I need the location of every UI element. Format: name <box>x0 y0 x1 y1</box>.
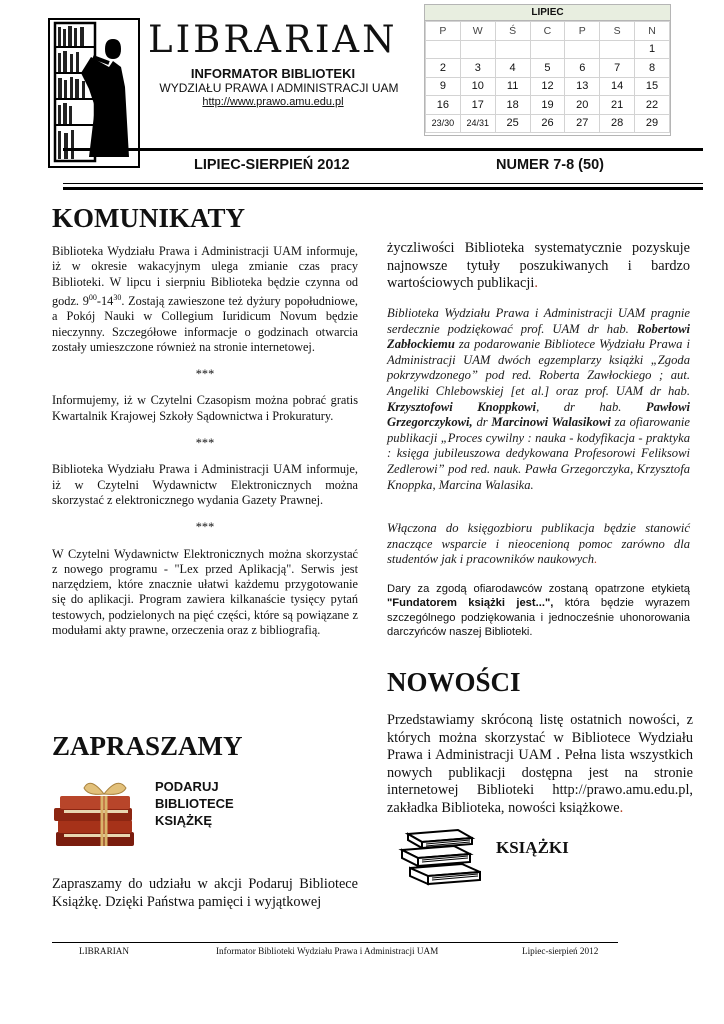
gift-book-label <box>155 778 234 829</box>
calendar-weekday: S <box>600 22 635 41</box>
calendar-day: 5 <box>530 59 565 78</box>
calendar-weekday: Ś <box>495 22 530 41</box>
calendar-day <box>600 40 635 59</box>
calendar-day: 22 <box>635 96 670 115</box>
calendar-day: 28 <box>600 114 635 133</box>
issue-date: LIPIEC-SIERPIEŃ 2012 <box>194 157 350 173</box>
right-column-body <box>387 240 690 293</box>
calendar-day: 29 <box>635 114 670 133</box>
calendar-day: 9 <box>426 77 461 96</box>
calendar-day: 10 <box>460 77 495 96</box>
calendar-day: 21 <box>600 96 635 115</box>
separator-stars: *** <box>195 520 215 535</box>
footer-center: Informator Biblioteki Wydziału Prawa i Administracji UAM <box>216 946 439 956</box>
newsletter-title: LIBRARIAN <box>148 18 398 61</box>
calendar-widget <box>424 4 671 136</box>
bottom-rule-thick <box>63 187 703 190</box>
calendar-day: 8 <box>635 59 670 78</box>
calendar-day <box>530 40 565 59</box>
calendar-grid <box>425 21 670 133</box>
calendar-weekday: N <box>635 22 670 41</box>
calendar-day: 17 <box>460 96 495 115</box>
bottom-rule <box>63 183 703 184</box>
calendar-day: 6 <box>565 59 600 78</box>
separator-stars: *** <box>195 436 215 451</box>
faculty-name: WYDZIAŁU PRAWA I ADMINISTRACJI UAM <box>159 81 399 95</box>
calendar-day: 23/30 <box>426 114 461 133</box>
calendar-month: LIPIEC <box>425 5 670 21</box>
calendar-weekday: P <box>426 22 461 41</box>
komunikaty-heading: KOMUNIKATY <box>52 203 245 233</box>
calendar-weekday: W <box>460 22 495 41</box>
calendar-day <box>565 40 600 59</box>
books-gift-icon <box>52 772 144 854</box>
top-rule <box>63 148 703 151</box>
calendar-day: 4 <box>495 59 530 78</box>
calendar-day: 14 <box>600 77 635 96</box>
gift-label-line: KSIĄŻKĘ <box>155 813 213 828</box>
newsletter-subtitle: INFORMATOR BIBLIOTEKI <box>190 66 356 81</box>
komunikaty-body <box>52 244 358 638</box>
books-stack-icon <box>398 828 486 886</box>
librarian-illustration <box>47 17 141 169</box>
gift-label-line: PODARUJ <box>155 779 219 794</box>
zapraszamy-heading: ZAPRASZAMY <box>52 731 243 761</box>
zapraszamy-text: Zapraszamy do udziału w akcji Podaruj Bibliotece Książkę. Dzięki Państwa pamięci i wyjątkowej <box>52 876 358 910</box>
included-paragraph: Włączona do księgozbioru publikacja będzie stanowić znaczące wsparcie i nieocenioną pomoc zarówno dla studentów jak i pracowników naukowych. <box>387 521 690 567</box>
gift-label-line: BIBLIOTECE <box>155 796 234 811</box>
books-label: KSIĄŻKI <box>496 838 569 857</box>
calendar-day: 7 <box>600 59 635 78</box>
calendar-day <box>495 40 530 59</box>
faculty-url-link[interactable]: http://www.prawo.amu.edu.pl <box>202 96 344 108</box>
gifts-paragraph: Dary za zgodą ofiarodawców zostaną opatrzone etykietą "Fundatorem książki jest...", która będzie wyrazem szczególnego podziękowania i jednocześnie uhonorowania darczyńców naszej Biblioteki. <box>387 583 690 639</box>
separator-stars: *** <box>195 367 215 382</box>
calendar-day: 11 <box>495 77 530 96</box>
calendar-day <box>460 40 495 59</box>
issue-number: NUMER 7-8 (50) <box>496 157 604 173</box>
calendar-day <box>426 40 461 59</box>
calendar-day: 19 <box>530 96 565 115</box>
calendar-day: 20 <box>565 96 600 115</box>
footer-rule <box>52 942 618 943</box>
calendar-day: 15 <box>635 77 670 96</box>
calendar-day: 16 <box>426 96 461 115</box>
thanks-paragraph: Biblioteka Wydziału Prawa i Administracji UAM pragnie serdecznie podziękować prof. UAM dr hab. Robertowi Zabłockiemu za podarowanie Bibliotece Wydziału Prawa i Administracji UAM dwóch egzemplarzy książki „Zgoda pokrzywdzonego” pod red. Roberta Zawłockiego ; aut. Angeliki Chlebowskiej [et al.] oraz prof. UAM dr hab. Krzysztofowi Knoppkowi, dr hab. Pawłowi Grzegorczykowi, dr Marcinowi Walasikowi za ofiarowanie publikacji „Proces cywilny : nauka - kodyfikacja - praktyka : księga jubileuszowa dedykowana Profesorowi Feliksowi Zedlerowi” pod red. nauk. Pawła Grzegorczyka, Krzysztofa Knoppka, Marcina Walasika. <box>387 306 691 492</box>
calendar-day: 2 <box>426 59 461 78</box>
nowosci-heading: NOWOŚCI <box>387 667 521 697</box>
komunikaty-paragraph: Biblioteka Wydziału Prawa i Administracji UAM informuje, iż w Czytelni Wydawnictw Elektronicznych można skorzystać z elektronicznego wydania Gazety Prawnej. <box>52 462 358 507</box>
calendar-day: 13 <box>565 77 600 96</box>
komunikaty-paragraph: W Czytelni Wydawnictw Elektronicznych można skorzystać z nowego programu - "Lex przed Aplikacją". Serwis jest narzędziem, które znacznie ułatwi każdemu przygotowanie się do aplikacji. Program zawiera kilkanaście tysięcy pytań testowych, podzielonych na pięć części, które są powiązane z modułami akty prawne, orzeczenia oraz z bibliografią. <box>52 546 358 638</box>
calendar-weekday: C <box>530 22 565 41</box>
calendar-day: 3 <box>460 59 495 78</box>
calendar-day: 18 <box>495 96 530 115</box>
footer-left: LIBRARIAN <box>79 946 130 956</box>
komunikaty-paragraph: Informujemy, iż w Czytelni Czasopism można pobrać gratis Kwartalnik Krajowej Szkoły Sądownictwa i Prokuratury. <box>52 393 358 423</box>
calendar-day: 1 <box>635 40 670 59</box>
nowosci-text: Przedstawiamy skróconą listę ostatnich nowości, z których można skorzystać w Bibliotece Wydziału Prawa i Administracji UAM . Pełna lista wszystkich nowych publikacji dostępna jest na stronie internetowej Biblioteki http://prawo.amu.edu.pl, zakładka Biblioteka, nowości książkowe. <box>387 712 693 816</box>
calendar-day: 24/31 <box>460 114 495 133</box>
calendar-weekday: P <box>565 22 600 41</box>
calendar-day: 27 <box>565 114 600 133</box>
calendar-day: 26 <box>530 114 565 133</box>
komunikaty-paragraph: Biblioteka Wydziału Prawa i Administracji UAM informuje, iż w okresie wakacyjnym ulega zmianie czas pracy Biblioteki. W lipcu i sierpniu Biblioteka będzie czynna od godz. $9^{00}-14^{30}$. Zostają zawieszone też dyżury popołudniowe, a Pokój Nauki w Collegium Iuridicum Novum będzie nieczynny. Szczegółowe informacje o godzinach otwarcia zostały umieszczone również na stronie internetowej. <box>52 244 358 354</box>
calendar-day: 25 <box>495 114 530 133</box>
footer-right: Lipiec-sierpień 2012 <box>522 946 599 956</box>
continued-paragraph: życzliwości Biblioteka systematycznie pozyskuje najnowsze tytuły poszukiwanych i bardzo wartościowych publikacji. <box>387 240 690 291</box>
calendar-day: 12 <box>530 77 565 96</box>
